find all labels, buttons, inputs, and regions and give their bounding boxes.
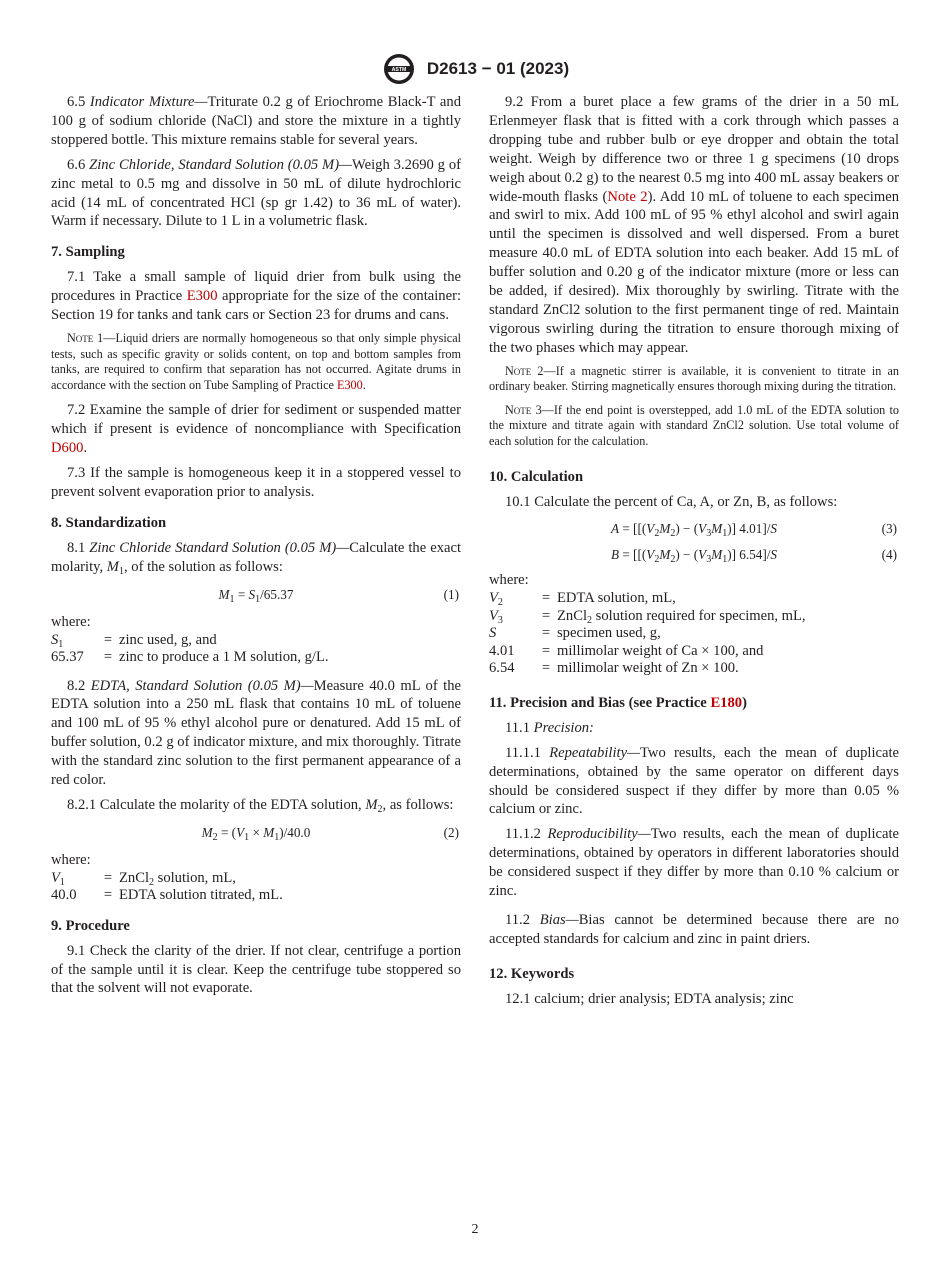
definition-row: S = specimen used, g, (489, 625, 661, 642)
heading-procedure: 9. Procedure (51, 917, 130, 934)
where-label-2: where: (51, 851, 91, 868)
equation-1: $M_1 = S_1/65.37$ (1) (218, 586, 459, 605)
link-e300[interactable]: E300 (186, 288, 218, 305)
definition-row: 65.37 = zinc to produce a 1 M solution, g/L. (51, 649, 329, 665)
section-6-6: 6.6 Zinc Chloride, Standard Solution (0.05 M)—Weigh 3.2690 g of zinc metal to 0.5 mg and dissolve in 50 mL of dilute hydrochloric acid (14 mL of concentrated HCl (sp gr 1.42) to 36 mL of water). Warm if necessary. Dilute to 1 L in a volumetric flask. (51, 156, 462, 230)
definition-row: 4.01 = millimolar weight of Ca × 100, and (489, 642, 764, 659)
definition-row: $V_3$ = ZnCl$_2$ solution required for specimen, mL, (489, 607, 806, 626)
heading-precision-bias: 11. Precision and Bias (see Practice E180) (489, 694, 747, 711)
definition-row: $S_1$ = zinc used, g, and (51, 631, 217, 650)
where-label-3: where: (489, 572, 529, 589)
section-7-2: 7.2 Examine the sample of drier for sediment or suspended matter which if present is evidence of noncompliance with Specification D600. (51, 402, 461, 457)
section-11-2: 11.2 Bias—Bias cannot be determined because there are no accepted standards for calcium and zinc in paint driers. (489, 911, 899, 947)
svg-text:ASTM: ASTM (391, 67, 407, 73)
section-7-1: 7.1 Take a small sample of liquid drier from bulk using the procedures in Practice E300 appropriate for the size of the container: Section 19 for tanks and tank cars or Section 23 for drums and cans. (51, 269, 461, 324)
section-8-2-1: 8.2.1 Calculate the molarity of the EDTA solution, $M_2$, as follows: (67, 796, 454, 815)
document-code: D2613 − 01 (2023) (426, 59, 570, 78)
definition-row: $V_1$ = ZnCl$_2$ solution, mL, (51, 869, 236, 888)
section-12-1: 12.1 calcium; drier analysis; EDTA analysis; zinc (505, 990, 794, 1007)
note-1: Note 1—Liquid driers are normally homogeneous so that only simple physical tests, such as specific gravity or solids content, on top and bottom samples from tanks, are required to confirm that separation has not occurred. Agitate drums in accordance with the section on Tube Sampling of Practice E300. (51, 330, 462, 392)
astm-logo-icon (381, 52, 417, 86)
section-6-5: 6.5 Indicator Mixture—Triturate 0.2 g of Eriochrome Black-T and 100 g of sodium chloride (NaCl) and store the mixture in a tightly stoppered bottle. This mixture remains stable for several years. (51, 94, 461, 148)
link-e300-note[interactable]: E300 (337, 377, 363, 392)
section-8-1: 8.1 Zinc Chloride Standard Solution (0.05 M)—Calculate the exact molarity, $M_1$, of the solution as follows: (51, 539, 462, 577)
link-e180[interactable]: E180 (710, 694, 743, 711)
section-9-2: 9.2 From a buret place a few grams of the drier in a 50 mL Erlenmeyer flask that is fitted with a cork through which passes a dropping tube and rubber bulb or eye dropper and obtain the total weight. Weigh by difference two or three 1 g specimens (10 drops weigh about 0.2 g) to the nearest 0.5 mg into 400 mL assay beakers or wide-mouth flasks (Note 2). Add 10 mL of toluene to each specimen and swirl to mix. Add 100 mL of 95 % ethyl alcohol and swirl again until the specimen is dissolved and well dispersed. From a buret measure 40.0 mL of EDTA solution into each beaker. Add 15 mL of buffer solution and 0.20 g of the indicator mixture (more or less can be added, if desired). Mix thoroughly by swirling. Titrate with the standard ZnCl2 solution to the first permanent tinge of red. Maintain vigorous swirling during the titration to ensure thorough mixing of the two phases which may appear. (489, 94, 899, 356)
definition-row: 40.0 = EDTA solution titrated, mL. (51, 887, 283, 904)
section-7-3: 7.3 If the sample is homogeneous keep it in a stoppered vessel to prevent solvent evaporation prior to analysis. (51, 465, 461, 500)
section-11-1: 11.1 Precision: (505, 719, 594, 736)
section-11-1-1: 11.1.1 Repeatability—Two results, each the mean of duplicate determinations, obtained by the same operator on different days should be considered suspect if they differ by more than 0.05 % calcium or zinc. (489, 744, 899, 818)
equation-4: $B = [[(V_2M_2) - (V_3M_1)]$ 6.54]/S (4) (610, 547, 897, 566)
heading-sampling: 7. Sampling (51, 244, 125, 261)
note-3: Note 3—If the end point is overstepped, add 1.0 mL of the EDTA solution to the mixture and titrate again with standard ZnCl2 solution. Use total volume of each solution for the calculation. (489, 402, 900, 449)
section-8-2: 8.2 EDTA, Standard Solution (0.05 M)—Measure 40.0 mL of the EDTA solution into a 250 mL flask that contains 10 mL of toluene and 100 mL of 95 % ethyl alcohol pure or denatured. Add 15 mL of buffer solution, 0.2 g of indicator mixture, and mix thoroughly. Titrate with the standard zinc solution to the first permanent appearance of a red color. (51, 677, 461, 789)
definitions-2 (51, 870, 283, 905)
where-label-1: where: (51, 613, 91, 630)
section-9-1: 9.1 Check the clarity of the drier. If not clear, centrifuge a portion of the sample until it is clear. Keep the centrifuge tube stoppered so that the solvent will not evaporate. (51, 942, 461, 997)
definition-row: 6.54 = millimolar weight of Zn × 100. (489, 660, 739, 677)
right-column (489, 93, 899, 1015)
heading-keywords: 12. Keywords (489, 965, 575, 982)
note-2: Note 2—If a magnetic stirrer is available, it is convenient to titrate in an ordinary beaker. Stirring magnetically ensures thorough mixing during the titration. (489, 363, 899, 394)
link-d600[interactable]: D600 (51, 440, 84, 457)
definitions-3 (489, 590, 806, 678)
heading-calculation: 10. Calculation (489, 468, 584, 485)
equation-2: $M_2 = (V_1 \times M_1)/40.0$ (2) (201, 824, 459, 843)
definitions-1 (51, 632, 329, 667)
section-10-1: 10.1 Calculate the percent of Ca, A, or Zn, B, as follows: (505, 493, 838, 510)
definition-row: $V_2$ = EDTA solution, mL, (489, 590, 676, 609)
section-11-1-2: 11.1.2 Reproducibility—Two results, each the mean of duplicate determinations, obtained by operators in different laboratories should be considered suspect if they differ by more than 0.10 % calcium or zinc. (489, 826, 899, 900)
page-number: 2 (471, 1222, 479, 1237)
link-note-2[interactable]: Note 2 (607, 188, 648, 205)
heading-standardization: 8. Standardization (51, 514, 167, 531)
page-header (0, 52, 950, 86)
equation-3: $A = [[(V_2M_2) - (V_3M_1)]$ 4.01]/S (3) (610, 521, 897, 540)
left-column (51, 93, 461, 1004)
